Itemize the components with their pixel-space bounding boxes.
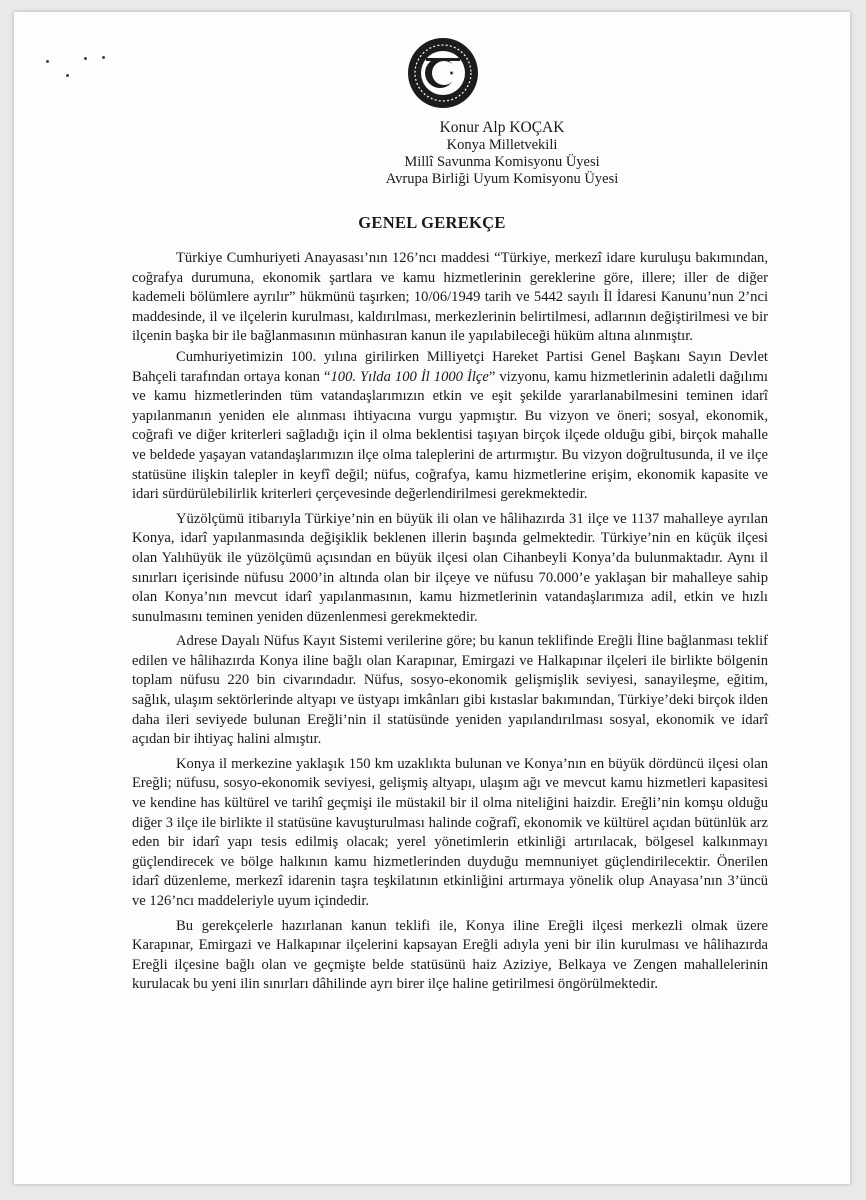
document-page <box>14 12 850 1184</box>
tbmm-seal-icon <box>406 36 480 110</box>
deputy-name: Konur Alp KOÇAK <box>439 119 565 136</box>
paragraph-6: Bu gerekçelerle hazırlanan kanun teklifi ile, Konya iline Ereğli ilçesi merkezli olmak üzere Karapınar, Emirgazi ve Halkapınar ilçelerini kapsayan Ereğli adıyla yeni bir ilin kurulması ve hâlihazırda Ereğli ilçesine bağlı olan ve geçmişte belde statüsünü haiz Aziziye, Belkaya ve Zengen mahallelerinin kurulacak bu yeni ilin sınırları dâhilinde ayrı birer ilçe haline getirilmesi öngörülmektedir. <box>132 917 768 993</box>
paragraph-4: Adrese Dayalı Nüfus Kayıt Sistemi verilerine göre; bu kanun teklifinde Ereğli İline bağlanması teklif edilen ve hâlihazırda Konya iline bağlı olan Karapınar, Emirgazi ve Halkapınar ilçeleri ile birlikte bölgenin toplam nüfusu 220 bin civarındadır. Nüfus, sosyo-ekonomik gelişmişlik seviyesi, sanayileşme, eğitim, sağlık, ulaşım sektörlerinde altyapı ve üstyapı imkânları gibi kıstaslar bakımından, Türkiye’deki birçok ilden daha ileri seviyede bulunan Ereğli’nin il statüsünde yeniden yapılandırılması sosyal, ekonomik ve idarî açıdan bir ihtiyaç halini almıştır. <box>132 633 768 748</box>
paragraph-3: Yüzölçümü itibarıyla Türkiye’nin en büyük ili olan ve hâlihazırda 31 ilçe ve 1137 mahalleye ayrılan Konya, idarî yapılanmasında değişiklik beklenen illerin başında gelmektedir. Türkiye’nin en küçük ilçesi olan Yalıhüyük ile yüzölçümü açısından en büyük ilçesi olan Cihanbeyli Konya’da bulunmaktadır. Aynı il sınırları içerisinde nüfusu 2000’in altında olan bir ilçeye ve nüfusu 70.000’e yaklaşan bir mahalleye sahip olan Konya’nın mevcut idarî yapılanmasının, kamu hizmetlerinin vatandaşlarımıza adil, etkin ve hızlı sunulmasını teminen yeniden düzenlenmesi gerekmektedir. <box>132 510 768 625</box>
scan-specks <box>44 54 134 94</box>
committee-defense: Millî Savunma Komisyonu Üyesi <box>404 154 600 170</box>
deputy-title: Konya Milletvekili <box>446 137 558 153</box>
letterhead <box>14 118 850 188</box>
paragraph-2-part-2: ” vizyonu, kamu hizmetlerinin adaletli dağılımı ve kamu hizmetlerinden tüm vatandaşlarımızın etkin ve eşit şekilde yararlanabilmesini teminen idarî yapılanmanın yeniden ele alınması ihtiyacına vurgu yapmıştır. Bu vizyon ve öneri; sosyal, ekonomik, coğrafi ve diğer kriterleri sağladığı için il olma beklentisi taşıyan birçok ilçede olduğu gibi, birçok mahalle ve beldede yaşayan vatandaşlarımızın ilçe olma taleplerini de artırmıştır. Bu vizyon doğrultusunda, il ve ilçe statüsüne ilişkin talepler in keyfî değil; nüfus, coğrafya, kamu hizmetlerine erişim, ekonomik kapasite ve idari sürdürülebilirlik kriterleri çerçevesinde değerlendirilmesi gerekmektedir. <box>132 368 768 503</box>
document-body <box>132 249 768 995</box>
paragraph-2-part-1: Cumhuriyetimizin 100. yılına girilirken Milliyetçi Hareket Partisi Genel Başkanı Sayın Devlet Bahçeli tarafından ortaya konan “ <box>132 348 768 385</box>
committee-eu: Avrupa Birliği Uyum Komisyonu Üyesi <box>385 171 619 187</box>
paragraph-1: Türkiye Cumhuriyeti Anayasası’nın 126’ncı maddesi “Türkiye, merkezî idare kuruluşu bakımından, coğrafya durumuna, ekonomik şartlara ve kamu hizmetlerinin gereklerine göre, illere; iller de diğer kademeli bölümlere ayrılır” hükmünü taşırken; 10/06/1949 tarih ve 5442 sayılı İl İdaresi Kanunu’nun 2’nci maddesinde, il ve ilçelerin kurulması, kaldırılması, merkezlerinin belirtilmesi, adlarının değiştirilmesi ve bir ilçenin başka bir ile bağlanmasının münhasıran kanun ile yapılabileceği hüküm altına alınmıştır. <box>132 250 768 345</box>
paragraph-2 <box>132 348 768 505</box>
vision-slogan: 100. Yılda 100 İl 1000 İlçe <box>330 368 489 385</box>
document-title: GENEL GEREKÇE <box>358 213 506 232</box>
paragraph-5: Konya il merkezine yaklaşık 150 km uzaklıkta bulunan ve Konya’nın en büyük dördüncü ilçesi olan Ereğli; nüfusu, sosyo-ekonomik seviyesi, gelişmiş altyapı, ulaşım ağı ve mevcut kamu hizmetleri kapasitesi ve kendine has kültürel ve tarihî geçmişi ile müstakil bir il olma niteliğini haizdir. Ereğli’nin komşu olduğu diğer 3 ilçe ile birlikte il statüsüne kavuşturulması halinde coğrafî, ekonomik ve kültürel açıdan bütünlük arz eden bir idarî yapı tesis edilmiş olacak; yerel yönetimlerin etkinliği artırılacak, bölgesel kalkınmayı güçlendirecek ve bölge halkının kamu hizmetlerinden duyduğu memnuniyet güçlendirilecektir. Önerilen idarî düzenleme, merkezî idarenin taşra teşkilatının etkinliğini artırmaya yönelik olup Anayasa’nın 3’üncü ve 126’ncı maddeleriyle uyum içindedir. <box>132 755 768 909</box>
